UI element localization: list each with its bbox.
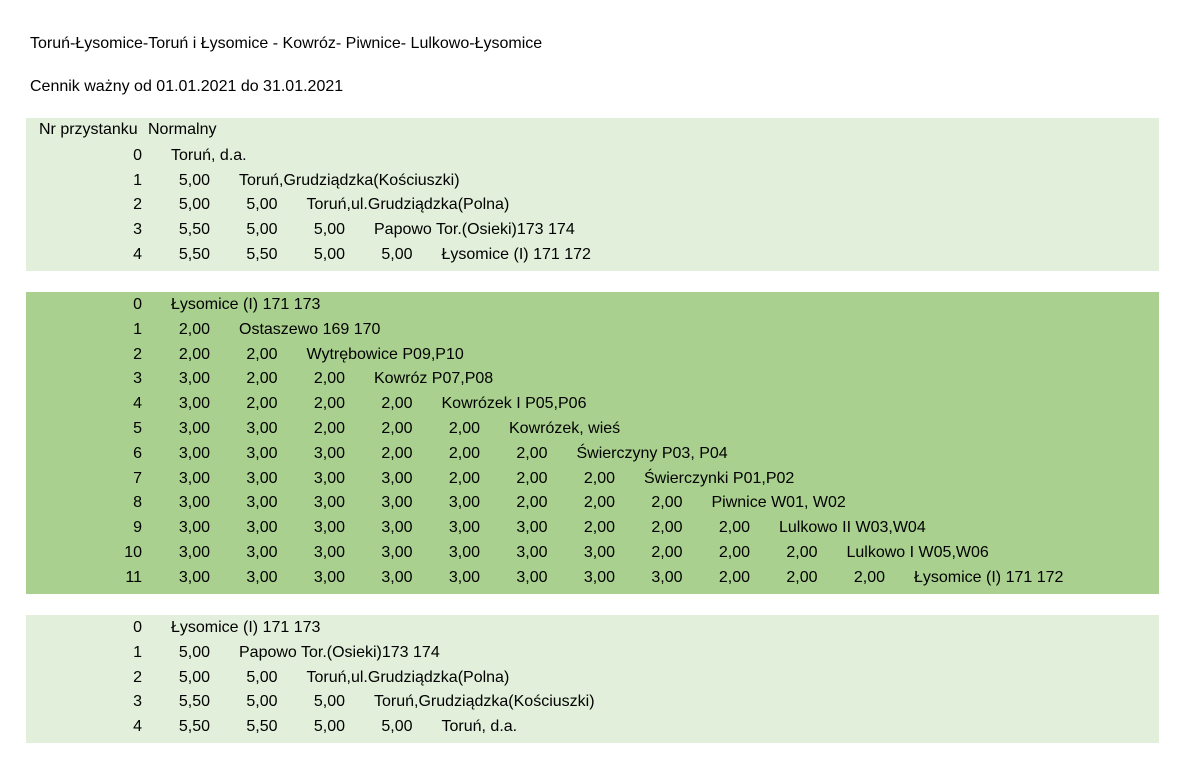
- fare-price: 3,00: [246, 544, 278, 561]
- stop-number: 7: [133, 469, 142, 487]
- stop-name: Łysomice (I) 171 173: [171, 619, 321, 636]
- fare-price: 3,00: [246, 444, 278, 462]
- stop-name: Kowrózek, wieś: [509, 420, 621, 437]
- fare-price: 3,00: [448, 519, 480, 537]
- fare-price: 2,00: [651, 519, 683, 537]
- stop-number: 3: [133, 370, 142, 388]
- fare-price: 3,00: [313, 469, 345, 487]
- fare-price: 5,00: [178, 196, 210, 214]
- table-row: [26, 616, 1159, 641]
- header-fare-type: Normalny: [148, 121, 217, 138]
- stop-name: Kowróz P07,P08: [374, 370, 494, 388]
- fare-price: 5,00: [313, 221, 345, 239]
- stop-name: Ostaszewo 169 170: [239, 320, 381, 338]
- fare-price: 3,00: [246, 494, 278, 512]
- fare-price: 2,00: [516, 469, 548, 487]
- fare-price: 2,00: [583, 519, 615, 537]
- stop-name: Lulkowo I W05,W06: [846, 544, 989, 561]
- fare-price: 2,00: [718, 519, 750, 537]
- fare-price: 5,00: [246, 221, 278, 239]
- stop-number: 2: [133, 345, 142, 363]
- table-row: [26, 293, 1159, 318]
- fare-price: 3,00: [381, 494, 413, 512]
- fare-price: 2,00: [246, 370, 278, 388]
- fare-price: 3,00: [313, 444, 345, 462]
- stop-name: Lulkowo II W03,W04: [779, 519, 926, 537]
- table-row: [26, 144, 1159, 169]
- fare-price: 2,00: [381, 420, 413, 437]
- fare-price: 3,00: [381, 469, 413, 487]
- table-row: [26, 467, 1159, 492]
- fare-price: 3,00: [516, 568, 548, 586]
- stop-name: Toruń,Grudziądzka(Kościuszki): [239, 171, 460, 189]
- fare-price: 5,00: [246, 196, 278, 214]
- fare-price: 5,00: [178, 171, 210, 189]
- fare-price: 5,00: [381, 718, 413, 736]
- fare-price: 2,00: [786, 544, 818, 561]
- fare-price: 2,00: [246, 395, 278, 413]
- table-row: [26, 169, 1159, 194]
- stop-number: 6: [133, 444, 142, 462]
- fare-price: 3,00: [381, 519, 413, 537]
- table-row: [26, 243, 1159, 268]
- stop-name: Łysomice (I) 171 173: [171, 296, 321, 313]
- fare-price: 3,00: [313, 544, 345, 561]
- stop-name: Świerczynki P01,P02: [644, 469, 795, 487]
- fare-price: 3,00: [246, 469, 278, 487]
- table-row: [26, 417, 1159, 442]
- stop-name: Piwnice W01, W02: [711, 494, 846, 512]
- fare-price: 2,00: [178, 345, 210, 363]
- fare-price: 2,00: [516, 494, 548, 512]
- table-row: [26, 491, 1159, 516]
- fare-price: 2,00: [786, 568, 818, 586]
- fare-price: 5,50: [178, 246, 210, 263]
- stop-number: 0: [133, 146, 142, 164]
- fare-price: 2,00: [718, 568, 750, 586]
- fare-price: 3,00: [448, 544, 480, 561]
- fare-price: 3,00: [178, 420, 210, 437]
- table-row: [26, 641, 1159, 666]
- fare-price: 3,00: [381, 544, 413, 561]
- stop-name: Wytrębowice P09,P10: [306, 345, 464, 363]
- stop-name: Toruń, d.a.: [171, 146, 247, 164]
- table-row: [26, 690, 1159, 715]
- fare-price: 3,00: [448, 494, 480, 512]
- fare-price: 5,00: [381, 246, 413, 263]
- fare-price: 3,00: [313, 494, 345, 512]
- table-row: [26, 392, 1159, 417]
- fare-price: 2,00: [313, 395, 345, 413]
- stop-number: 4: [133, 246, 142, 263]
- validity-period: Cennik ważny od 01.01.2021 do 31.01.2021: [30, 78, 344, 95]
- stop-number: 9: [133, 519, 142, 537]
- fare-price: 5,00: [313, 246, 345, 263]
- stop-number: 1: [133, 320, 142, 338]
- fare-price: 3,00: [178, 469, 210, 487]
- stop-name: Świerczyny P03, P04: [576, 444, 728, 462]
- fare-price: 2,00: [381, 444, 413, 462]
- table-row: [26, 218, 1159, 243]
- page-title: Toruń-Łysomice-Toruń i Łysomice - Kowróz- Piwnice- Lulkowo-Łysomice: [30, 35, 543, 52]
- stop-number: 2: [133, 196, 142, 214]
- stop-number: 1: [133, 643, 142, 661]
- stop-number: 0: [133, 619, 142, 636]
- fare-price: 5,00: [178, 668, 210, 686]
- stop-name: Papowo Tor.(Osieki)173 174: [239, 643, 440, 661]
- fare-price: 5,00: [246, 668, 278, 686]
- fare-price: 3,00: [246, 568, 278, 586]
- table-row: [26, 442, 1159, 467]
- table-row: [26, 367, 1159, 392]
- stop-number: 1: [133, 171, 142, 189]
- fare-price: 2,00: [651, 494, 683, 512]
- stop-number: 8: [133, 494, 142, 512]
- stop-number: 2: [133, 668, 142, 686]
- table-row: [26, 666, 1159, 691]
- fare-price: 3,00: [178, 568, 210, 586]
- fare-price: 3,00: [178, 370, 210, 388]
- fare-price: 5,00: [313, 718, 345, 736]
- fare-price: 3,00: [516, 544, 548, 561]
- fare-price: 2,00: [651, 544, 683, 561]
- fare-price: 2,00: [583, 494, 615, 512]
- fare-price: 2,00: [313, 420, 345, 437]
- header-stop-number: Nr przystanku: [39, 121, 138, 138]
- fare-price: 5,50: [178, 221, 210, 239]
- table-row: [26, 318, 1159, 343]
- fare-price: 3,00: [381, 568, 413, 586]
- fare-price: 5,50: [246, 246, 278, 263]
- table-header-row: [26, 118, 1159, 143]
- stop-name: Łysomice (I) 171 172: [441, 246, 591, 263]
- fare-price: 2,00: [448, 469, 480, 487]
- fare-price: 3,00: [178, 395, 210, 413]
- fare-price: 3,00: [651, 568, 683, 586]
- fare-price: 5,00: [313, 693, 345, 711]
- stop-number: 4: [133, 395, 142, 413]
- fare-section-3: [26, 615, 1159, 743]
- stop-number: 0: [133, 296, 142, 313]
- fare-price: 3,00: [313, 568, 345, 586]
- stop-number: 10: [124, 544, 142, 561]
- stop-name: Łysomice (I) 171 172: [914, 568, 1064, 586]
- fare-price: 3,00: [178, 544, 210, 561]
- table-row: [26, 193, 1159, 218]
- table-row: [26, 343, 1159, 368]
- fare-price: 3,00: [313, 519, 345, 537]
- fare-price: 2,00: [853, 568, 885, 586]
- stop-name: Toruń,ul.Grudziądzka(Polna): [306, 196, 510, 214]
- fare-price: 5,50: [178, 693, 210, 711]
- fare-price: 2,00: [381, 395, 413, 413]
- fare-price: 3,00: [448, 568, 480, 586]
- fare-section-2: [26, 292, 1159, 594]
- fare-price: 3,00: [178, 444, 210, 462]
- fare-price: 3,00: [246, 420, 278, 437]
- stop-name: Toruń,Grudziądzka(Kościuszki): [374, 693, 595, 711]
- fare-price: 5,50: [246, 718, 278, 736]
- fare-price: 3,00: [583, 544, 615, 561]
- fare-price: 3,00: [516, 519, 548, 537]
- table-row: [26, 516, 1159, 541]
- stop-name: Papowo Tor.(Osieki)173 174: [374, 221, 575, 239]
- stop-name: Kowrózek I P05,P06: [441, 395, 587, 413]
- stop-number: 5: [133, 420, 142, 437]
- fare-price: 3,00: [178, 519, 210, 537]
- fare-price: 2,00: [313, 370, 345, 388]
- fare-price: 2,00: [583, 469, 615, 487]
- stop-name: Toruń,ul.Grudziądzka(Polna): [306, 668, 510, 686]
- fare-price: 2,00: [448, 420, 480, 437]
- fare-price: 3,00: [246, 519, 278, 537]
- stop-number: 3: [133, 693, 142, 711]
- fare-price: 2,00: [718, 544, 750, 561]
- table-row: [26, 541, 1159, 566]
- fare-price: 3,00: [583, 568, 615, 586]
- stop-name: Toruń, d.a.: [441, 718, 518, 736]
- fare-price: 2,00: [178, 320, 210, 338]
- fare-price: 3,00: [178, 494, 210, 512]
- table-row: [26, 715, 1159, 740]
- fare-price: 2,00: [246, 345, 278, 363]
- fare-price: 5,50: [178, 718, 210, 736]
- stop-number: 11: [125, 568, 142, 586]
- fare-section-1: [26, 118, 1159, 271]
- stop-number: 4: [133, 718, 142, 736]
- fare-price: 2,00: [516, 444, 548, 462]
- table-row: [26, 566, 1159, 591]
- stop-number: 3: [133, 221, 142, 239]
- fare-price: 5,00: [246, 693, 278, 711]
- fare-price: 2,00: [448, 444, 480, 462]
- fare-price: 5,00: [178, 643, 210, 661]
